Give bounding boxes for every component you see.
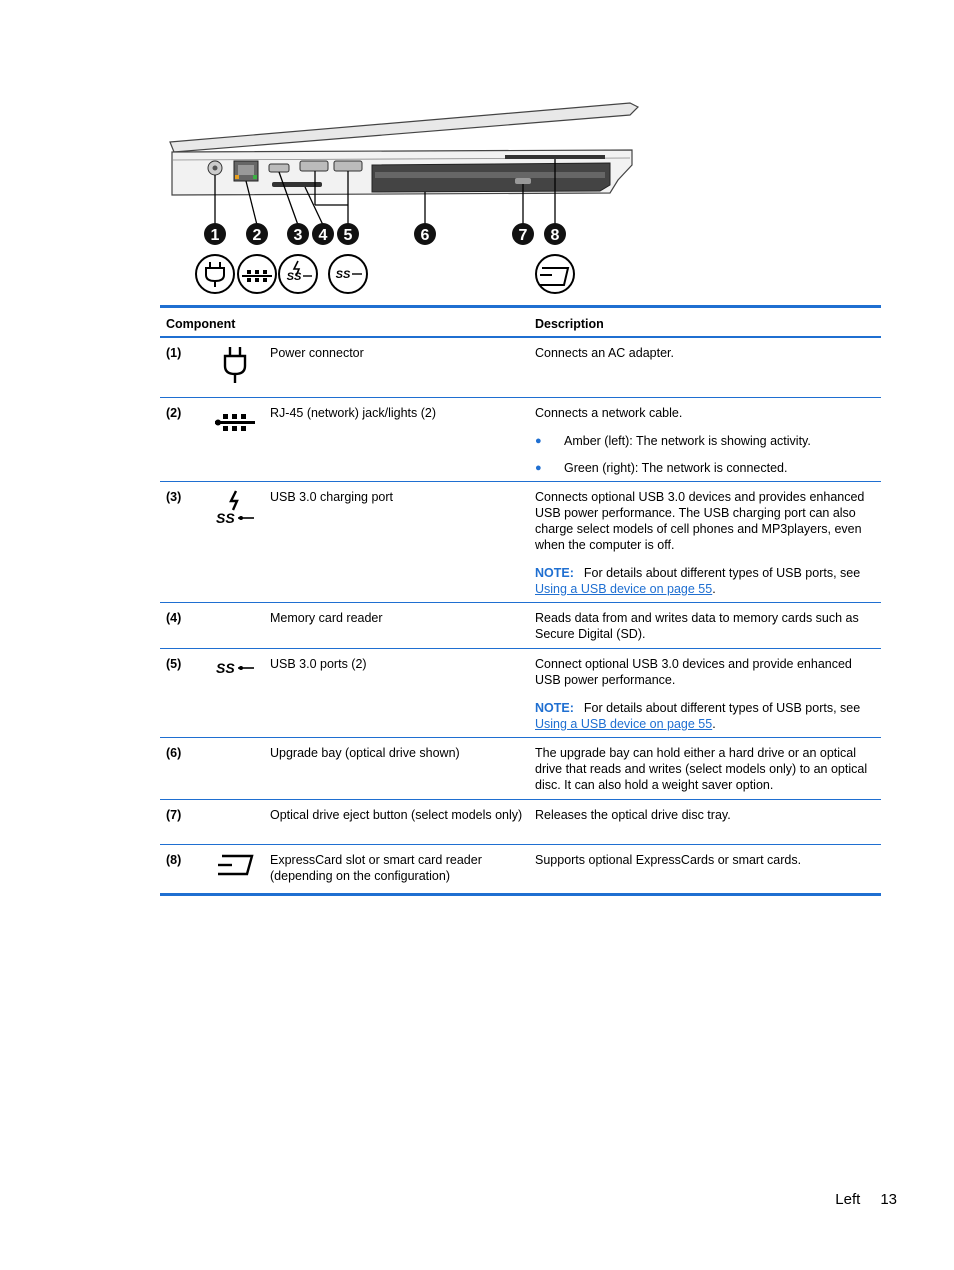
note-label: NOTE: bbox=[535, 701, 574, 715]
table-row bbox=[160, 738, 881, 800]
note: NOTE: For details about different types of USB ports, see Using a USB device on page 55. bbox=[535, 701, 861, 731]
table-row bbox=[160, 398, 881, 482]
component-name: USB 3.0 charging port bbox=[270, 490, 393, 504]
empty-icon-cell bbox=[200, 603, 270, 648]
svg-text:SS: SS bbox=[286, 271, 302, 283]
table-row bbox=[160, 482, 881, 603]
component-description: The upgrade bay can hold either a hard drive or an optical drive that reads and writes (select models only) to an optical disc. It can also hold a weight saver option. bbox=[535, 746, 868, 792]
svg-text:SS: SS bbox=[216, 510, 235, 525]
usb-device-link[interactable]: Using a USB device on page 55 bbox=[535, 582, 713, 596]
row-number: (3) bbox=[166, 490, 182, 504]
component-name: Optical drive eject button (select models only) bbox=[270, 808, 523, 822]
header-description: Description bbox=[535, 317, 604, 331]
row-number: (6) bbox=[166, 746, 182, 760]
component-name: RJ-45 (network) jack/lights (2) bbox=[270, 406, 437, 420]
svg-text:8: 8 bbox=[550, 227, 560, 244]
bullet: ● bbox=[535, 462, 542, 474]
table-bottom-rule bbox=[160, 893, 881, 896]
rj45-network-icon bbox=[200, 398, 270, 481]
empty-icon-cell bbox=[200, 738, 270, 799]
laptop-left-side-illustration bbox=[160, 95, 640, 300]
svg-text:6: 6 bbox=[420, 227, 430, 244]
row-number: (5) bbox=[166, 657, 182, 671]
svg-text:SS: SS bbox=[216, 660, 235, 676]
svg-text:1: 1 bbox=[210, 227, 220, 244]
component-description: Reads data from and writes data to memory cards such as Secure Digital (SD). bbox=[535, 611, 859, 641]
usb-charging-icon bbox=[200, 482, 270, 602]
component-name: USB 3.0 ports (2) bbox=[270, 657, 367, 671]
table-row bbox=[160, 845, 881, 893]
component-name: Upgrade bay (optical drive shown) bbox=[270, 746, 460, 760]
bullet: ● bbox=[535, 435, 542, 447]
row-number: (7) bbox=[166, 808, 182, 822]
page-number: 13 bbox=[880, 1191, 897, 1208]
header-component: Component bbox=[166, 317, 236, 331]
component-description: Connects an AC adapter. bbox=[535, 346, 674, 360]
svg-text:2: 2 bbox=[252, 227, 262, 244]
component-description: Connects optional USB 3.0 devices and provides enhanced USB power performance. The USB charging port can also charge select models of cell phones and MP3players, even when the computer is off. NOTE: For details about different types of USB ports, see Using a USB device on page 55. bbox=[535, 482, 881, 602]
table-row bbox=[160, 603, 881, 649]
row-number: (8) bbox=[166, 853, 182, 867]
table-header-row bbox=[160, 308, 881, 338]
note-label: NOTE: bbox=[535, 566, 574, 580]
component-description: Connect optional USB 3.0 devices and provide enhanced USB power performance. NOTE: For details about different types of USB ports, see Using a USB device on page 55. bbox=[535, 649, 881, 737]
component-name: Memory card reader bbox=[270, 611, 383, 625]
svg-text:5: 5 bbox=[343, 227, 353, 244]
usb-device-link[interactable]: Using a USB device on page 55 bbox=[535, 717, 713, 731]
component-description: Connects a network cable. ● Amber (left): The network is showing activity. ● Green (right): The network is connected. bbox=[535, 398, 881, 481]
power-plug-icon bbox=[200, 338, 270, 397]
expresscard-icon bbox=[200, 845, 270, 893]
component-table bbox=[160, 305, 881, 896]
footer-section: Left bbox=[835, 1191, 861, 1208]
list-item: ● Green (right): The network is connected. bbox=[535, 461, 788, 475]
component-description: Supports optional ExpressCards or smart cards. bbox=[535, 853, 802, 867]
note: NOTE: For details about different types of USB ports, see Using a USB device on page 55. bbox=[535, 566, 861, 596]
svg-text:SS: SS bbox=[335, 269, 351, 281]
svg-text:3: 3 bbox=[293, 227, 303, 244]
empty-icon-cell bbox=[200, 800, 270, 844]
page-footer bbox=[835, 1192, 897, 1208]
table-row bbox=[160, 800, 881, 845]
component-description: Releases the optical drive disc tray. bbox=[535, 808, 731, 822]
svg-text:4: 4 bbox=[318, 227, 328, 244]
list-item: ● Amber (left): The network is showing activity. bbox=[535, 434, 811, 448]
component-name: ExpressCard slot or smart card reader (depending on the configuration) bbox=[270, 853, 482, 883]
row-number: (2) bbox=[166, 406, 182, 420]
component-name: Power connector bbox=[270, 346, 364, 360]
usb-ss-icon bbox=[200, 649, 270, 737]
table-row bbox=[160, 649, 881, 738]
row-number: (4) bbox=[166, 611, 182, 625]
svg-text:7: 7 bbox=[518, 227, 528, 244]
table-row bbox=[160, 338, 881, 398]
row-number: (1) bbox=[166, 346, 182, 360]
